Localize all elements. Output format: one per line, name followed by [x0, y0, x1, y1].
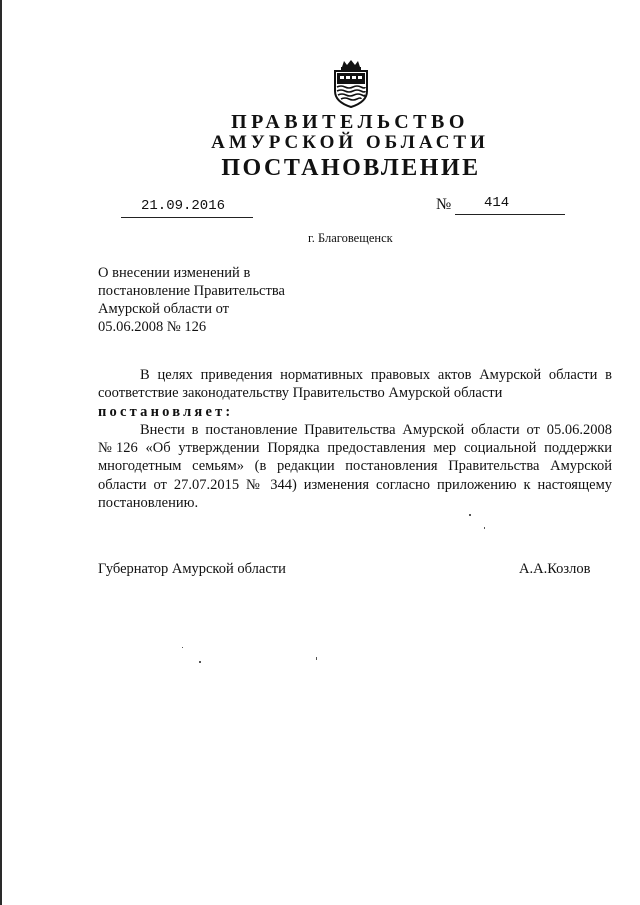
scan-speck — [316, 657, 317, 660]
document-type-title: ПОСТАНОВЛЕНИЕ — [221, 155, 481, 181]
scan-speck — [484, 527, 485, 529]
subject-line: О внесении изменений в — [98, 265, 251, 281]
scan-speck — [182, 647, 183, 648]
intro-paragraph: В целях приведения нормативных правовых актов Амурской области в соответствие законодательству Правительство Амурской области — [98, 367, 612, 402]
city-label: г. Благовещенск — [308, 231, 393, 245]
clause-paragraph: Внести в постановление Правительства Амурской области от 05.06.2008 №126 «Об утверждении Порядка предоставления мер социальной поддержки многодетным семьям» (в редакции постановления Правительства Амурской области от 27.07.2015 № 344) изменения согласно приложению к настоящему постановлению. — [98, 421, 612, 512]
government-title-line2: АМУРСКОЙ ОБЛАСТИ — [211, 132, 489, 153]
date-field — [121, 199, 253, 218]
government-title-line1: ПРАВИТЕЛЬСТВО — [231, 111, 469, 133]
number-sign: № — [436, 196, 452, 213]
document-number: 414 — [484, 195, 510, 211]
resolve-word: постановляет: — [98, 403, 234, 420]
scan-speck — [469, 514, 471, 516]
number-field — [455, 195, 565, 215]
document-date: 21.09.2016 — [141, 198, 226, 214]
signer-name: А.А.Козлов — [519, 561, 591, 577]
scan-speck — [199, 661, 201, 663]
subject-line: Амурской области от — [98, 301, 230, 317]
coat-of-arms-icon — [331, 58, 371, 108]
document-subject — [98, 264, 348, 336]
subject-line: постановление Правительства — [98, 283, 285, 299]
subject-line: 05.06.2008 № 126 — [98, 319, 207, 335]
document-body — [98, 366, 612, 512]
signer-position: Губернатор Амурской области — [98, 561, 286, 577]
